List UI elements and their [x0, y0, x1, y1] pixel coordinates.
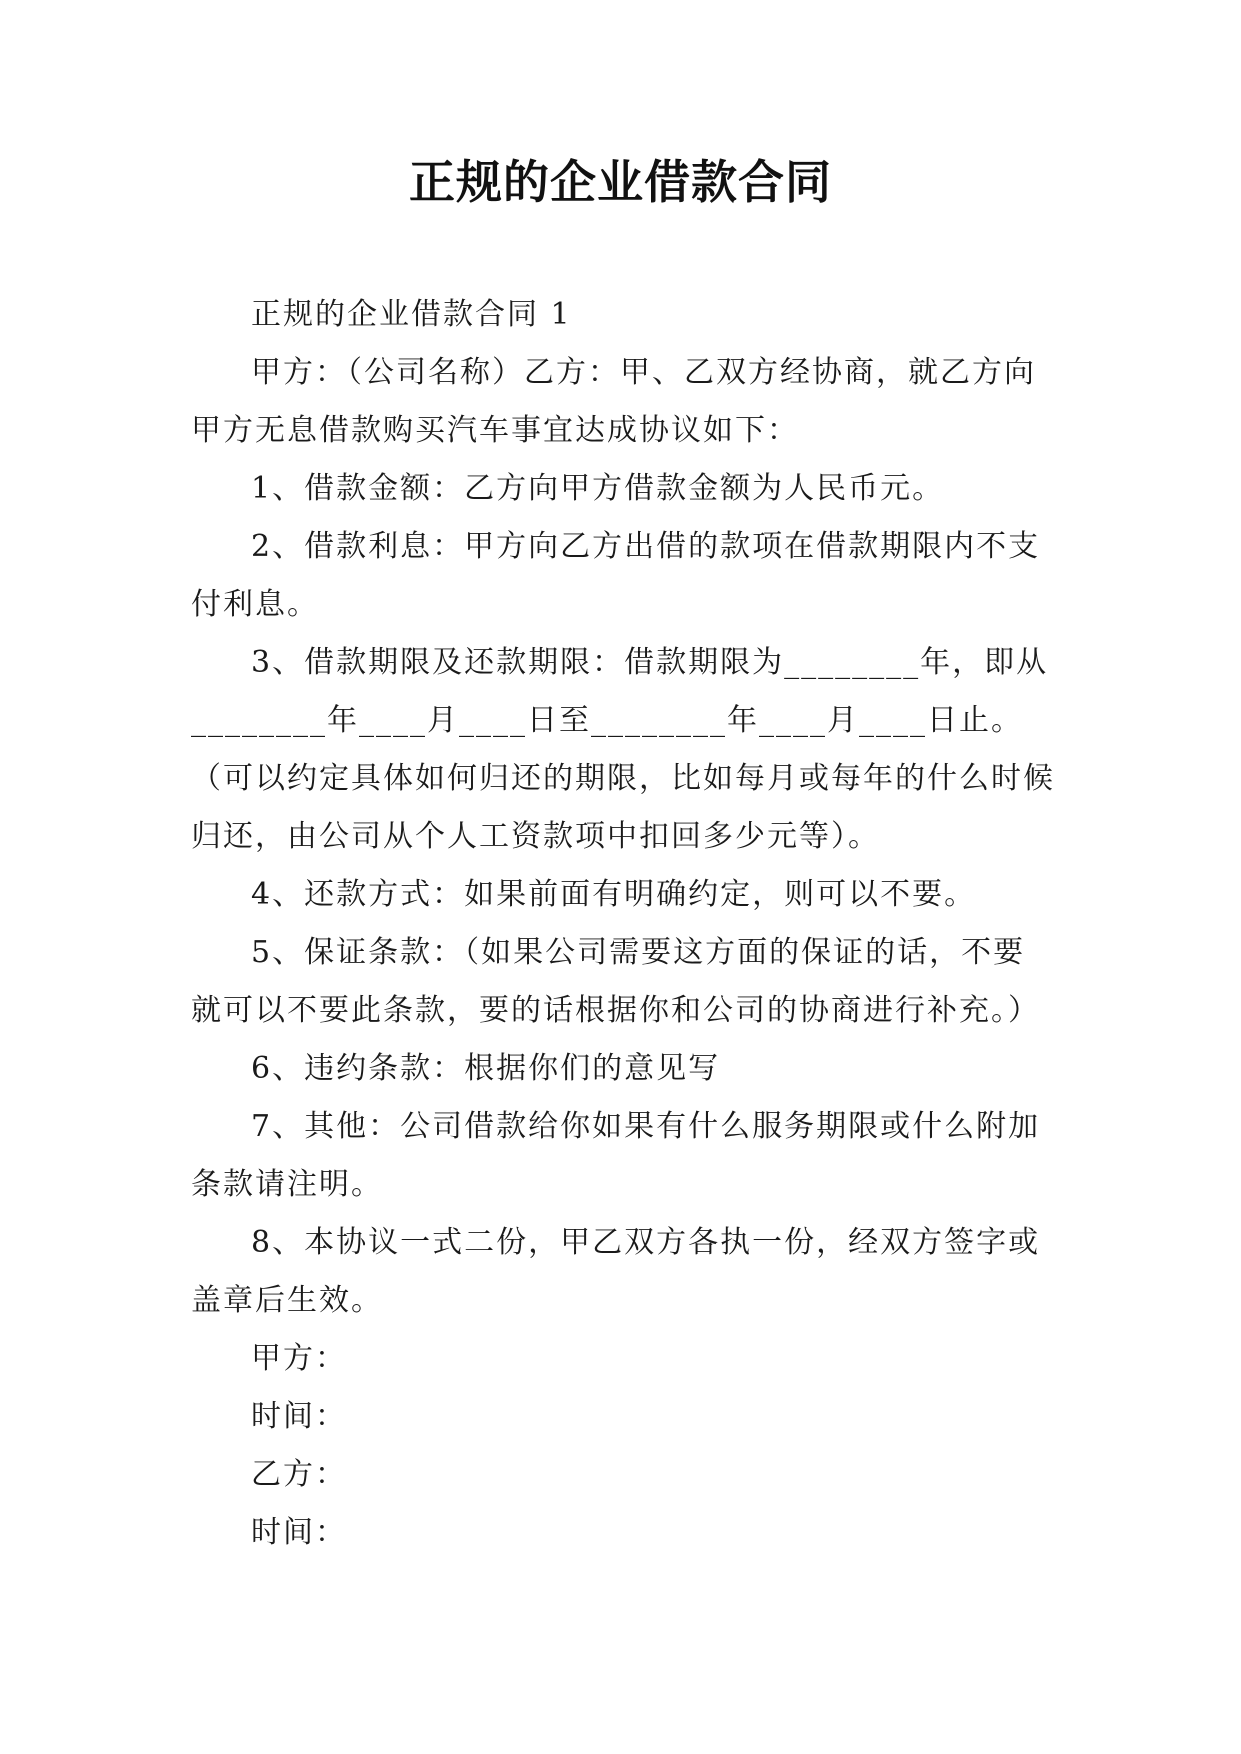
section-heading: 正规的企业借款合同 1	[251, 297, 572, 332]
document-body	[191, 286, 1057, 1562]
clause-breach: 6、违约条款：根据你们的意见写	[251, 1051, 721, 1086]
signature-party-a: 甲方：	[251, 1341, 347, 1376]
clause-loan-term: 3、借款期限及还款期限：借款期限为________年，即从________年____月____日至________年____月____日止。（可以约定具体如何归还的期限，比如每月或每年的什么时候归还，由公司从个人工资款项中扣回多少元等）。	[191, 645, 1055, 854]
signature-date-b: 时间：	[251, 1515, 347, 1550]
clause-loan-amount: 1、借款金额：乙方向甲方借款金额为人民币元。	[251, 471, 945, 506]
signature-date-a: 时间：	[251, 1399, 347, 1434]
clause-guarantee: 5、保证条款：（如果公司需要这方面的保证的话，不要就可以不要此条款，要的话根据你和公司的协商进行补充。）	[191, 935, 1040, 1028]
clause-repayment-method: 4、还款方式：如果前面有明确约定，则可以不要。	[251, 877, 977, 912]
signature-party-b: 乙方：	[251, 1457, 347, 1492]
parties-paragraph: 甲方：（公司名称）乙方：甲、乙双方经协商，就乙方向甲方无息借款购买汽车事宜达成协议如下：	[191, 355, 1036, 448]
clause-copies: 8、本协议一式二份，甲乙双方各执一份，经双方签字或盖章后生效。	[191, 1225, 1041, 1318]
clause-loan-interest: 2、借款利息：甲方向乙方出借的款项在借款期限内不支付利息。	[191, 529, 1041, 622]
clause-other: 7、其他：公司借款给你如果有什么服务期限或什么附加条款请注明。	[191, 1109, 1041, 1202]
document-title: 正规的企业借款合同	[409, 155, 832, 209]
